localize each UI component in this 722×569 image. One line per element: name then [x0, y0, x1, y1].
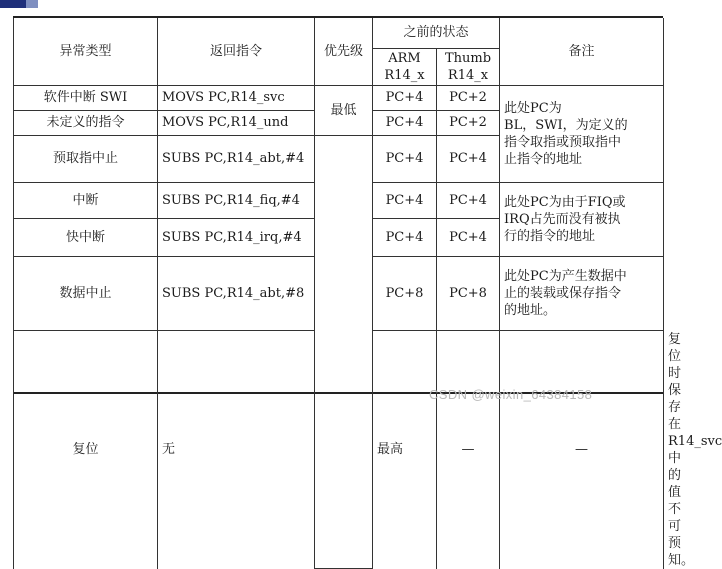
remark-line: IRQ占先而没有被执	[504, 211, 621, 227]
remark-cell	[500, 85, 664, 182]
exception-type-cell: 中断	[14, 182, 158, 218]
remark-line: 此处PC为由于FIQ或	[504, 194, 626, 210]
priority-cell: 最低	[315, 85, 373, 135]
return-instruction-cell: MOVS PC,R14_svc	[158, 85, 315, 110]
thumb-offset-cell: PC+4	[437, 218, 500, 256]
header-previous-state: 之前的状态	[373, 18, 500, 48]
header-exception-type: 异常类型	[14, 18, 158, 85]
remark-line: 的地址。	[504, 302, 557, 318]
remark-cell	[500, 256, 664, 330]
thumb-offset-cell: PC+2	[437, 85, 500, 110]
remark-cell	[500, 182, 664, 256]
table-row: 复位 无 最高 — — 复位时保存在 R14_svc中的值不可 预知。	[14, 330, 664, 569]
return-instruction-cell: SUBS PC,R14_irq,#4	[158, 218, 315, 256]
remark-line: 止指令的地址	[504, 151, 583, 167]
arm-offset-cell: PC+4	[373, 85, 437, 110]
remark-line: 此处PC为	[504, 100, 562, 116]
thumb-offset-cell: —	[500, 330, 664, 569]
header-priority: 优先级	[315, 18, 373, 85]
exception-type-cell: 数据中止	[14, 256, 158, 330]
header-thumb-label: Thumb	[444, 50, 492, 66]
return-instruction-cell: SUBS PC,R14_abt,#4	[158, 135, 315, 182]
header-thumb-register: R14_x	[447, 67, 489, 83]
return-instruction-cell: SUBS PC,R14_abt,#8	[158, 256, 315, 330]
csdn-watermark: CSDN @weixin_64384158	[429, 387, 593, 402]
arm-offset-cell: PC+8	[373, 256, 437, 330]
exception-type-cell: 复位	[14, 330, 158, 569]
thumb-offset-cell: PC+4	[437, 135, 500, 182]
remark-line: 行的指令的地址	[504, 228, 596, 244]
arm-offset-cell: PC+4	[373, 182, 437, 218]
header-remark: 备注	[500, 18, 664, 85]
priority-cell: 最高	[373, 330, 437, 569]
arm-offset-cell: —	[437, 330, 500, 569]
return-instruction-cell: MOVS PC,R14_und	[158, 110, 315, 135]
exception-type-cell: 未定义的指令	[14, 110, 158, 135]
arm-offset-cell: PC+4	[373, 218, 437, 256]
exception-type-cell: 软件中断 SWI	[14, 85, 158, 110]
return-instruction-cell: SUBS PC,R14_fiq,#4	[158, 182, 315, 218]
header-arm-register: R14_x	[384, 67, 425, 83]
slide-corner-mark	[0, 0, 26, 8]
exception-type-cell: 预取指中止	[14, 135, 158, 182]
exception-return-table	[13, 18, 722, 569]
thumb-offset-cell: PC+2	[437, 110, 500, 135]
header-arm	[373, 48, 437, 85]
header-arm-label: ARM	[388, 50, 421, 66]
exception-type-cell: 快中断	[14, 218, 158, 256]
remark-line: 此处PC为产生数据中	[504, 268, 627, 284]
return-instruction-cell: 无	[158, 330, 315, 569]
remark-line: 指令取指或预取指中	[504, 134, 622, 150]
header-thumb	[437, 48, 500, 85]
arm-offset-cell: PC+4	[373, 110, 437, 135]
arm-offset-cell: PC+4	[373, 135, 437, 182]
remark-line: 止的装载或保存指令	[504, 285, 622, 301]
thumb-offset-cell: PC+4	[437, 182, 500, 218]
remark-line: BL，SWI，为定义的	[504, 117, 628, 133]
thumb-offset-cell: PC+8	[437, 256, 500, 330]
header-return-instruction: 返回指令	[158, 18, 315, 85]
priority-cell-empty	[315, 135, 373, 569]
table-row	[14, 85, 664, 110]
